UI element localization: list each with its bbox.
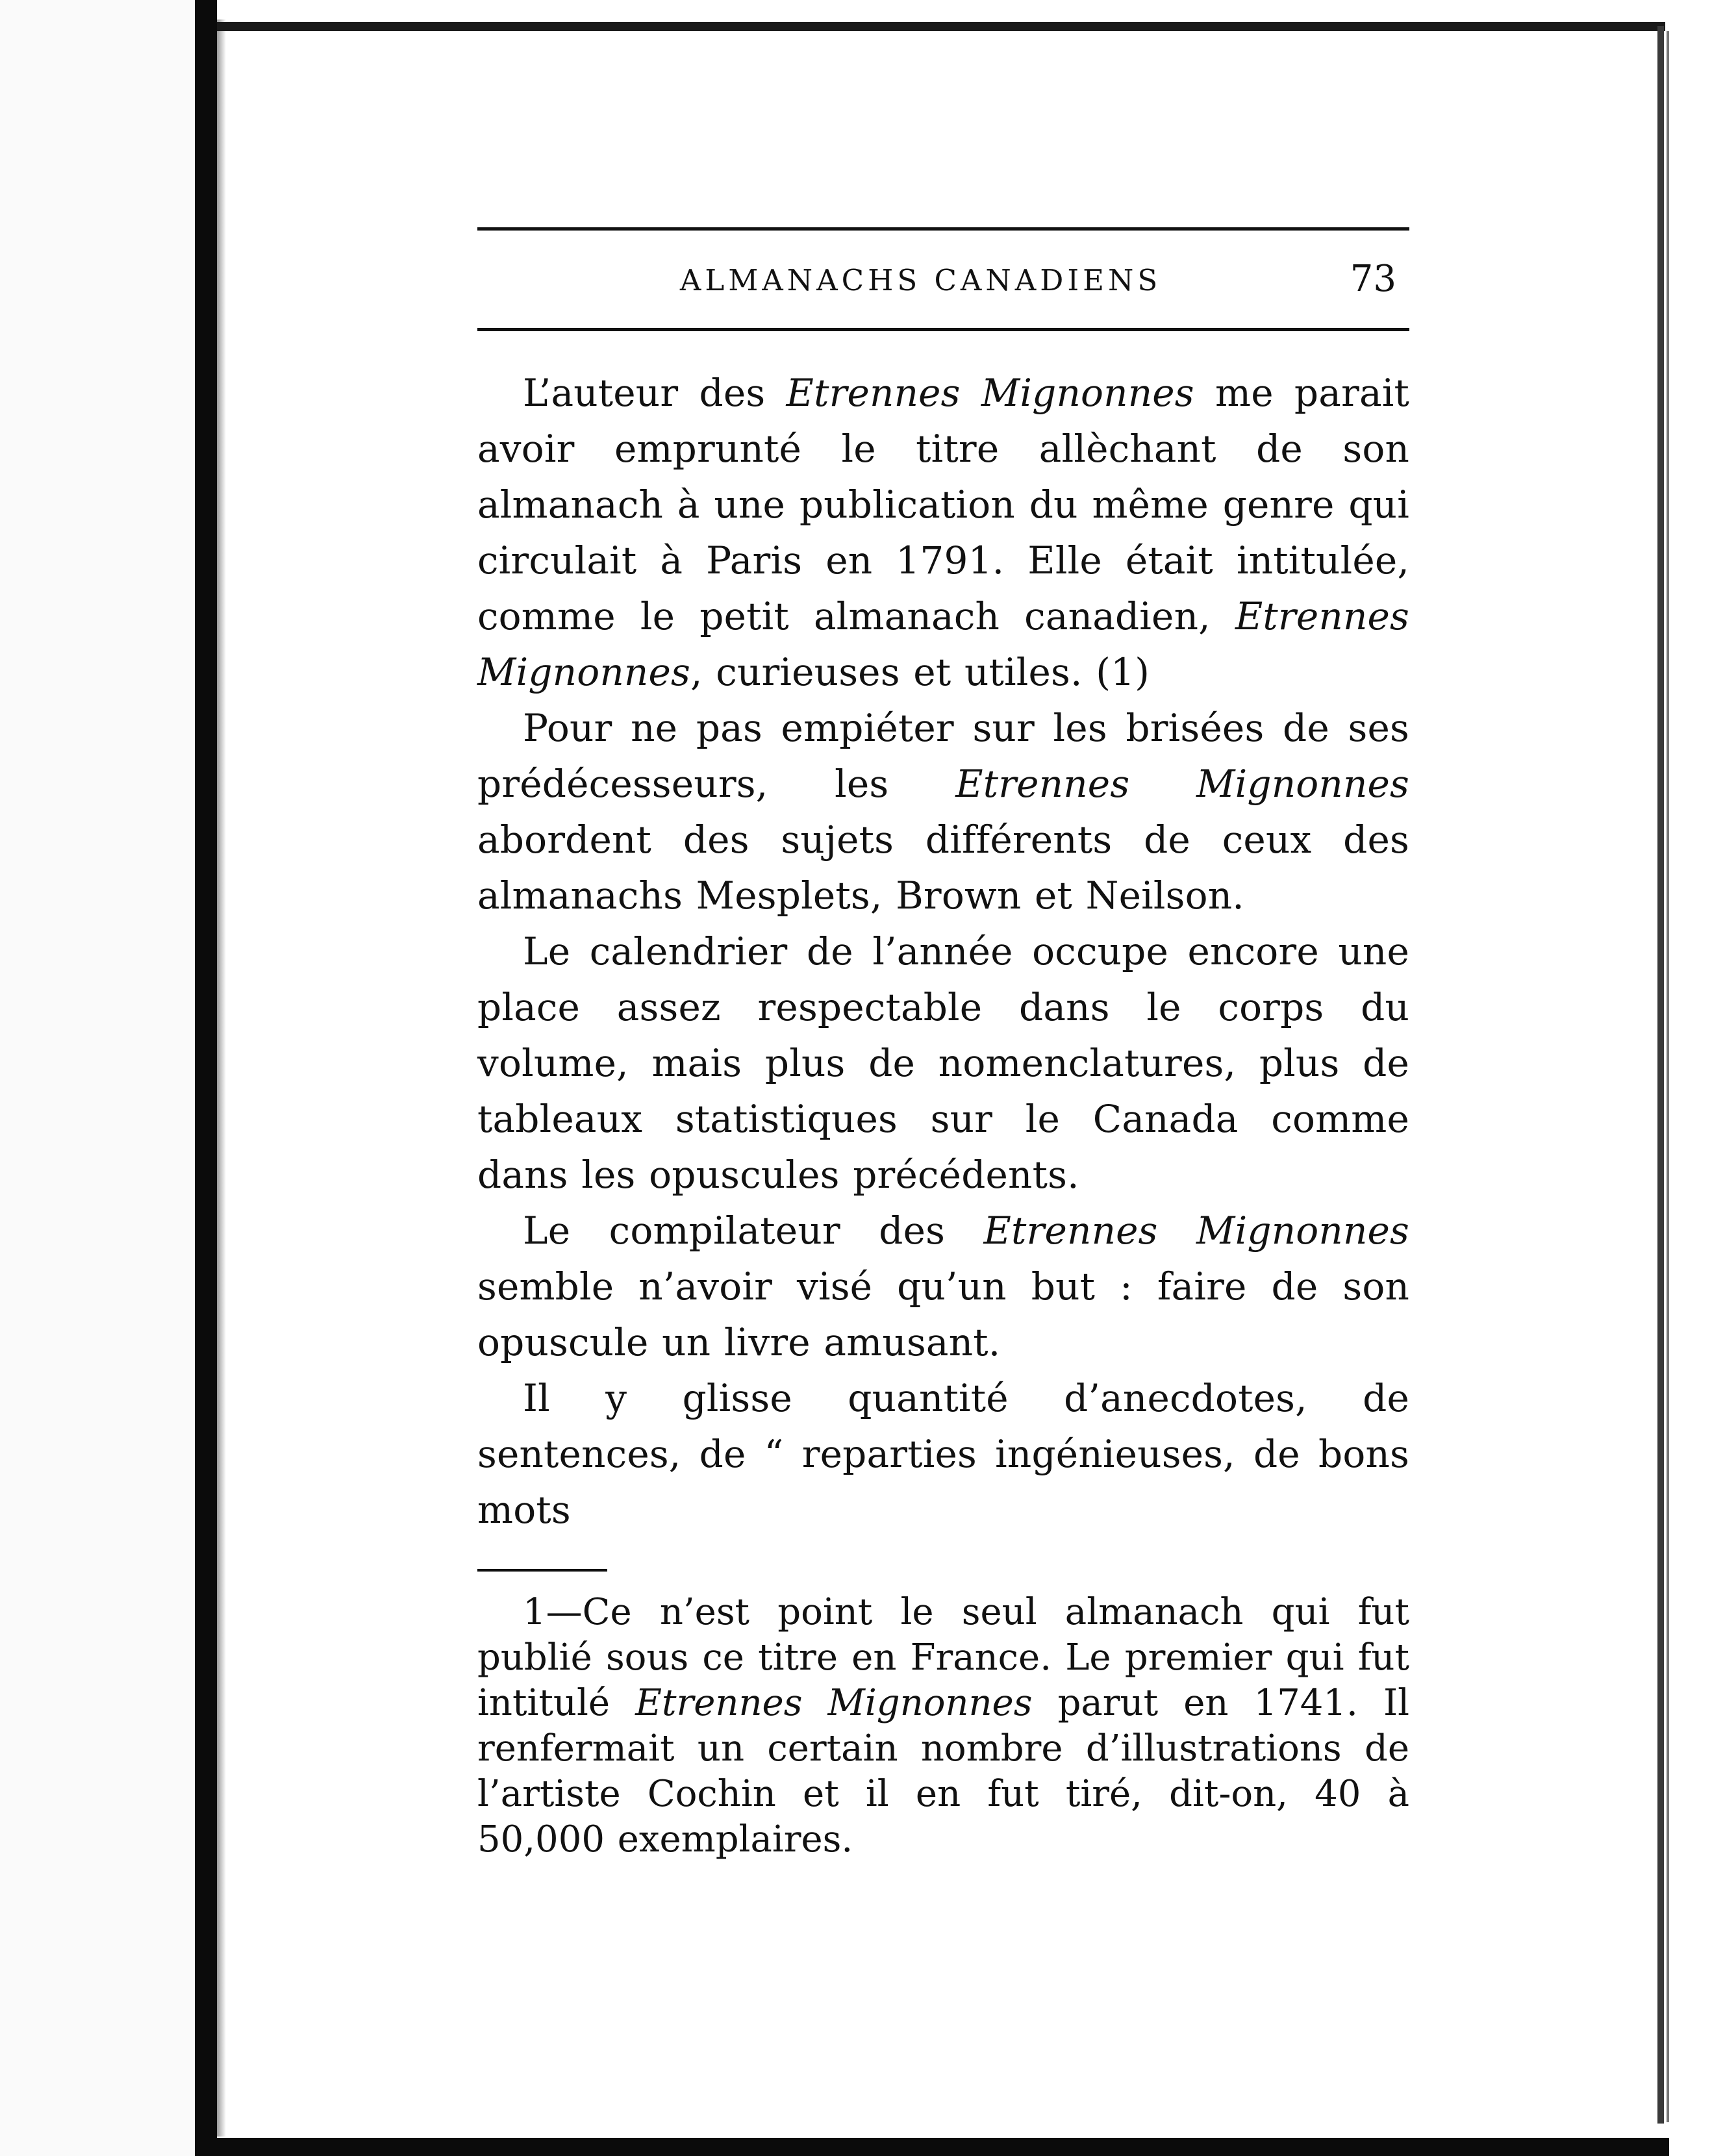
facing-page-edge [195, 0, 217, 2156]
text-run: semble n’avoir visé qu’un but : faire de son opuscule un livre amusant. [477, 1264, 1409, 1364]
page-right-edge-outer [1667, 31, 1669, 2122]
page-right-edge [1657, 26, 1664, 2124]
text-run: me parait avoir emprunté le titre allèchant de son almanach à une publication du même genre qui circulait à Paris en 1791. Elle était intitulée, comme le petit almanach canadien, [477, 371, 1409, 638]
printed-page [477, 227, 1409, 1862]
text-run: abordent des sujets différents de ceux des almanachs Mesplets, Brown et Neilson. [477, 818, 1409, 918]
paragraph [477, 365, 1409, 700]
italic-title-text: Etrennes Mignonnes [983, 1209, 1409, 1253]
italic-title-text: Etrennes Mignonnes [955, 762, 1410, 806]
italic-title-text: Etrennes Mignonnes [477, 594, 1409, 694]
paragraph [477, 700, 1409, 923]
text-run: Pour ne pas empiéter sur les brisées de ses prédécesseurs, les [477, 706, 1409, 806]
italic-title-text: Etrennes Mignonnes [635, 1682, 1033, 1724]
text-run: Le compilateur des [523, 1209, 984, 1253]
paragraph [477, 1370, 1409, 1538]
italic-title-text: Etrennes Mignonnes [786, 371, 1194, 415]
page-bottom-edge [195, 2138, 1669, 2156]
running-title: ALMANACHS CANADIENS [679, 263, 1162, 297]
text-run: Il y glisse quantité d’anecdotes, de sentences, de “ reparties ingénieuses, de bons mots [477, 1376, 1409, 1532]
page-number: 73 [1350, 258, 1396, 300]
facing-page [0, 0, 201, 2156]
body-text [477, 365, 1409, 1538]
footnote [477, 1590, 1409, 1862]
page-top-edge [217, 22, 1665, 31]
text-run: L’auteur des [523, 371, 787, 415]
footnote-rule [477, 1569, 607, 1572]
header-bottom-rule [477, 328, 1409, 331]
text-run: 1—Ce n’est point le seul almanach qui fut publié sous ce titre en France. Le premier qui fut intitulé [477, 1591, 1409, 1724]
paragraph [477, 923, 1409, 1203]
running-head [477, 231, 1409, 328]
paragraph [477, 1203, 1409, 1370]
text-run: parut en 1741. Il renfermait un certain nombre d’illustrations de l’artiste Cochin et il en fut tiré, dit-on, 40 à 50,000 exemplaires. [477, 1682, 1409, 1861]
text-run: Le calendrier de l’année occupe encore une place assez respectable dans le corps du volume, mais plus de nomenclatures, plus de tableaux statistiques sur le Canada comme dans les opuscules précédents. [477, 929, 1409, 1197]
text-run: , curieuses et utiles. (1) [690, 650, 1150, 694]
spine-shadow [217, 19, 226, 2137]
